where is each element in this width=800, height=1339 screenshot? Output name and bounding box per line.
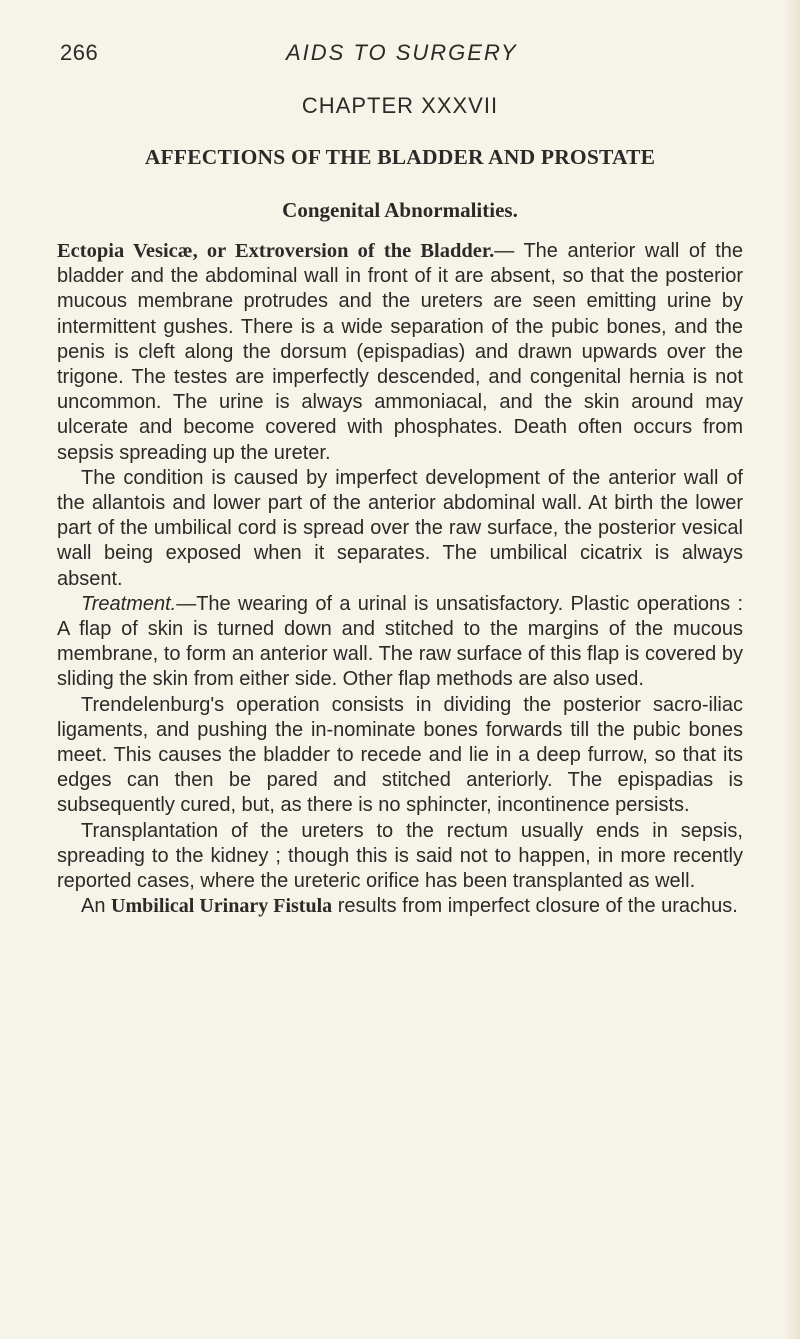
chapter-title: AFFECTIONS OF THE BLADDER AND PROSTATE — [144, 145, 656, 169]
running-head — [60, 40, 760, 70]
paragraph-treatment — [57, 592, 743, 693]
paragraph-prefix: An — [81, 895, 106, 918]
page-number: 266 — [60, 40, 99, 65]
paragraph-text: results from imperfect closure of the urachus. — [337, 895, 738, 918]
page-edge-shadow — [782, 0, 800, 1339]
chapter-label: CHAPTER XXXVII — [301, 93, 499, 118]
paragraph-condition-cause — [57, 466, 743, 592]
fistula-term: Umbilical Urinary Fistula — [111, 895, 333, 918]
section-heading: Congenital Abnormalities. — [282, 198, 518, 222]
paragraph-ectopia-vesicae — [57, 239, 743, 466]
paragraph-umbilical-fistula — [57, 894, 743, 919]
paragraph-text: —The wearing of a urinal is unsatisfactory. Plastic operations : A flap of skin is turned down and stitched to the margins of the mucous membrane, to form an anterior wall. The raw surface of this flap is covered by sliding the skin from either side. Other flap methods are also used. — [57, 592, 743, 691]
treatment-label: Treatment. — [81, 592, 177, 615]
paragraph-text: Transplantation of the ureters to the rectum usually ends in sepsis, spreading to the kidney ; though this is said not to happen, in more recently reported cases, where the ureteric orifice has been transplanted as well. — [57, 819, 743, 893]
paragraph-trendelenburg — [57, 693, 743, 819]
run-in-heading: Ectopia Vesicæ, or Extroversion of the Bladder. — [57, 240, 495, 262]
body-text — [57, 239, 743, 919]
paragraph-text: Trendelenburg's operation consists in dividing the posterior sacro-iliac ligaments, and pushing the in-nominate bones forwards till the pubic bones meet. This causes the bladder to recede and lie in a deep furrow, so that its edges can then be pared and stitched anteriorly. The epispadias is subsequently cured, but, as there is no sphincter, incontinence persists. — [57, 693, 743, 817]
running-title: AIDS TO SURGERY — [286, 40, 518, 65]
paragraph-text: The condition is caused by imperfect development of the anterior wall of the allantois and lower part of the anterior abdominal wall. At birth the lower part of the umbilical cord is spread over the raw surface, the posterior vesical wall being exposed when it separates. The umbilical cicatrix is always absent. — [57, 466, 743, 590]
paragraph-text: — The anterior wall of the bladder and the abdominal wall in front of it are absent, so that the posterior mucous membrane protrudes and the ureters are seen emitting urine by intermittent gushes. There is a wide separation of the pubic bones, and the penis is cleft along the dorsum (epispadias) and drawn upwards over the trigone. The testes are imperfectly descended, and congenital hernia is not uncommon. The urine is always ammoniacal, and the skin around may ulcerate and become covered with phosphates. Death often occurs from sepsis spreading up the ureter. — [57, 240, 743, 464]
paragraph-transplantation — [57, 819, 743, 895]
